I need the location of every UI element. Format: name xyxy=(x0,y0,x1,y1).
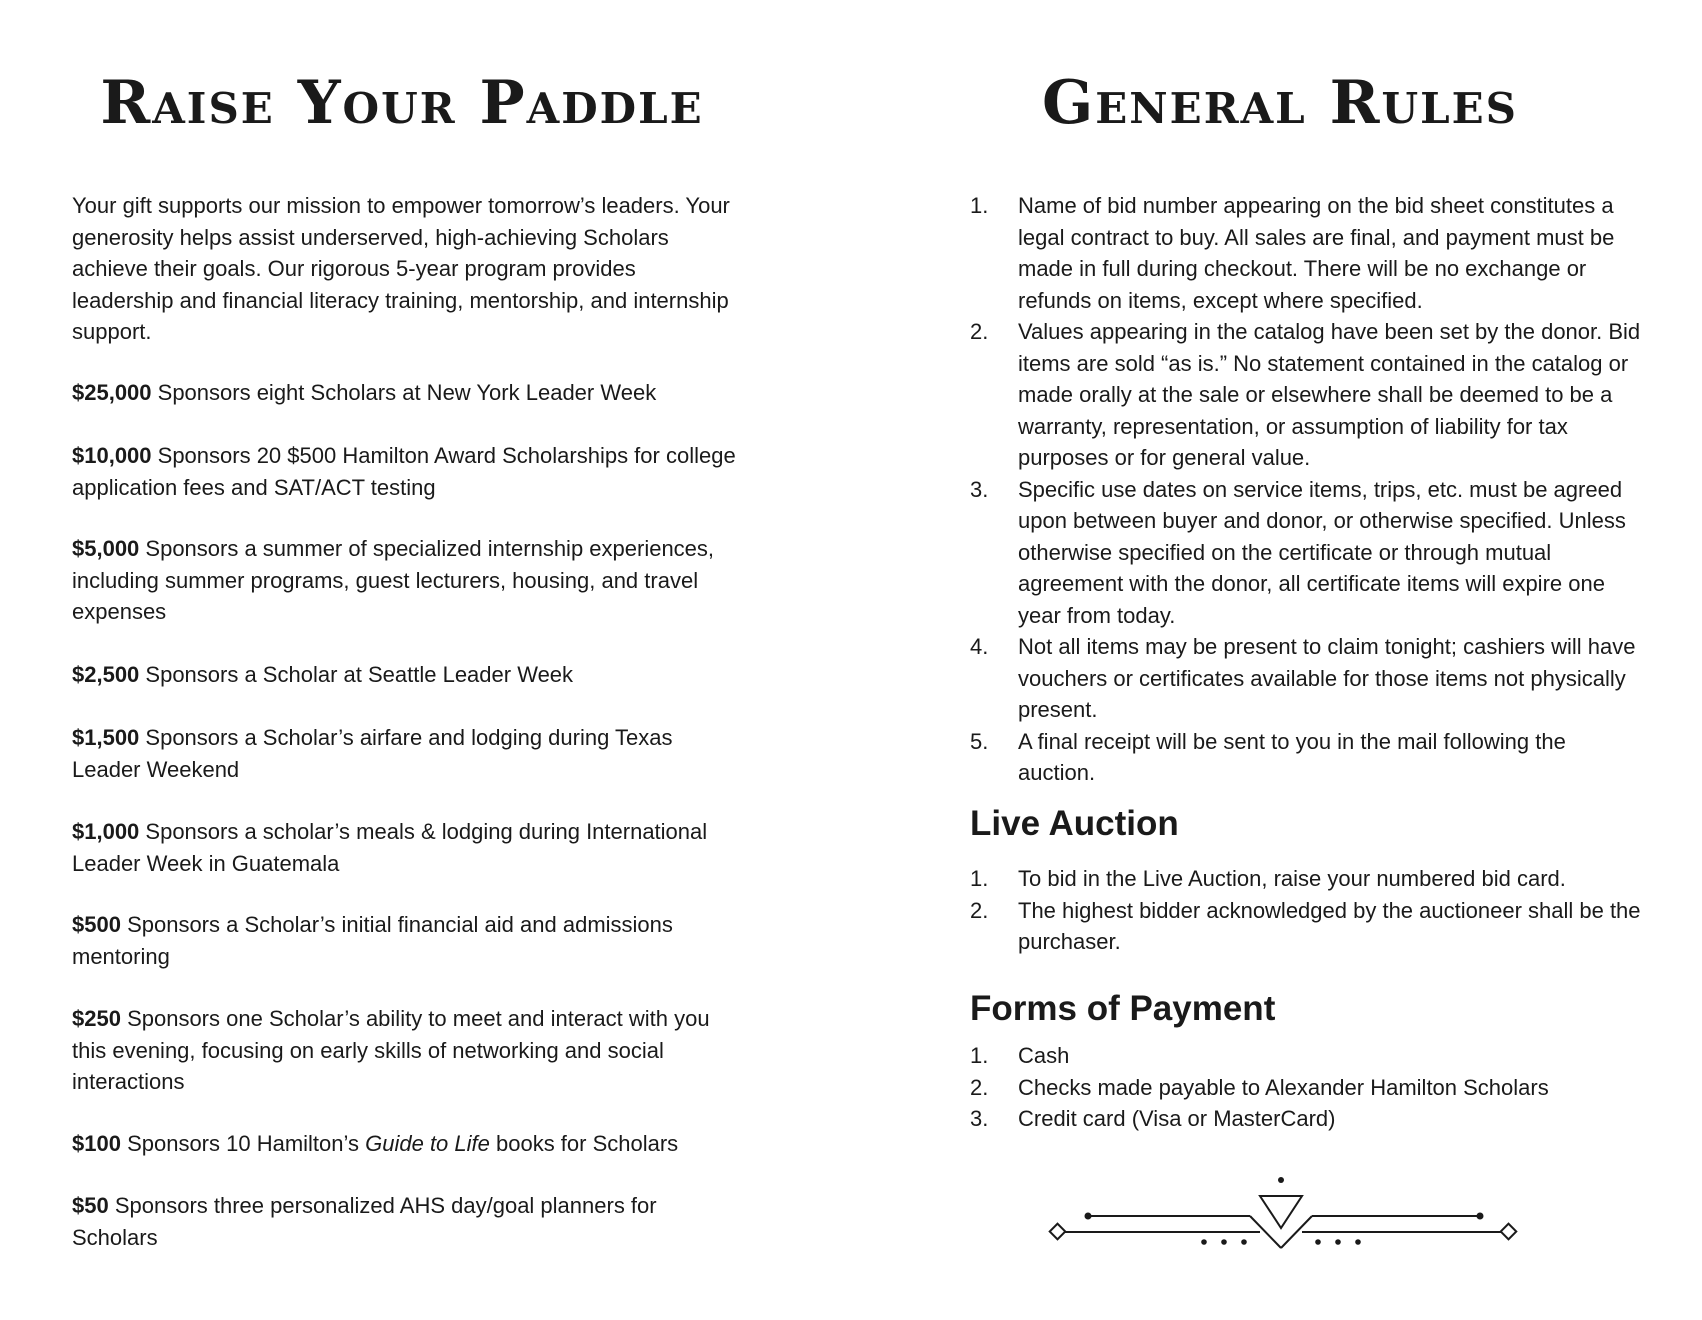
sponsor-level xyxy=(72,440,742,503)
sponsor-amount: $5,000 xyxy=(72,536,140,561)
sponsor-amount: $250 xyxy=(72,1006,121,1031)
sponsor-description: Sponsors a Scholar’s airfare and lodging during Texas Leader Weekend xyxy=(72,725,673,782)
rule-text: Not all items may be present to claim tonight; cashiers will have vouchers or certificates available for those items not physically present. xyxy=(1018,634,1636,722)
general-rules-list xyxy=(970,190,1642,789)
item-number: 2. xyxy=(970,1074,989,1100)
rule-number: 4. xyxy=(970,634,989,659)
sponsor-description: Sponsors 10 Hamilton’s xyxy=(120,1131,366,1156)
sponsor-level xyxy=(72,533,742,628)
sponsor-description: Sponsors eight Scholars at New York Leader Week xyxy=(151,380,657,405)
item-text: To bid in the Live Auction, raise your numbered bid card. xyxy=(1018,866,1566,891)
sponsor-amount: $500 xyxy=(72,912,121,937)
rule-item xyxy=(970,474,1642,632)
sponsor-amount: $50 xyxy=(72,1193,109,1218)
item-text: The highest bidder acknowledged by the auctioneer shall be the purchaser. xyxy=(1018,897,1641,954)
sponsor-amount: $10,000 xyxy=(72,443,152,468)
sponsor-amount: $1,500 xyxy=(72,725,140,750)
sponsor-level xyxy=(72,1128,742,1160)
rule-item xyxy=(970,726,1642,789)
forms-of-payment-heading: Forms of Payment xyxy=(970,989,1276,1028)
art-deco-divider-icon xyxy=(1040,1170,1520,1250)
payment-list xyxy=(970,1040,1642,1135)
sponsor-level xyxy=(72,377,742,409)
rule-number: 1. xyxy=(970,193,989,218)
sponsor-level xyxy=(72,909,742,972)
rule-text: Name of bid number appearing on the bid sheet constitutes a legal contract to buy. All sales are final, and payment must be made in full during checkout. There will be no exchange or refunds on items, except where specified. xyxy=(1018,193,1615,313)
item-number: 3. xyxy=(970,1106,989,1131)
live-auction-list xyxy=(970,863,1642,958)
sponsor-amount: $1,000 xyxy=(72,819,140,844)
item-text: Credit card (Visa or MasterCard) xyxy=(1018,1106,1336,1131)
item-number: 1. xyxy=(970,1043,989,1068)
live-auction-item xyxy=(970,863,1642,895)
sponsor-description: Sponsors a Scholar’s initial financial aid and admissions mentoring xyxy=(72,912,673,969)
sponsor-amount: $2,500 xyxy=(72,662,140,687)
book-title: Guide to Life xyxy=(365,1131,490,1156)
rule-text: Specific use dates on service items, trips, etc. must be agreed upon between buyer and donor, or otherwise specified. Unless otherwise specified on the certificate or through mutual agreement with the donor, all certificate items will expire one year from today. xyxy=(1018,476,1626,628)
sponsor-level xyxy=(72,1003,742,1098)
item-number: 2. xyxy=(970,897,989,923)
sponsor-level xyxy=(72,659,742,691)
sponsor-description: Sponsors a summer of specialized internship experiences, including summer programs, guest lecturers, housing, and travel expenses xyxy=(72,536,715,624)
live-auction-heading: Live Auction xyxy=(970,804,1179,843)
page-title-raise-your-paddle: Raise Your Paddle xyxy=(100,68,704,138)
sponsor-level xyxy=(72,816,742,879)
rule-text: A final receipt will be sent to you in the mail following the auction. xyxy=(1018,728,1566,785)
rule-item xyxy=(970,316,1642,474)
sponsor-description-end: books for Scholars xyxy=(489,1131,679,1156)
sponsor-description: Sponsors a scholar’s meals & lodging during International Leader Week in Guatemala xyxy=(72,819,708,876)
live-auction-item xyxy=(970,895,1642,958)
rule-number: 2. xyxy=(970,319,989,344)
rule-number: 5. xyxy=(970,728,989,754)
rule-text: Values appearing in the catalog have been set by the donor. Bid items are sold “as is.” No statement contained in the catalog or made orally at the sale or elsewhere shall be deemed to be a warranty, representation, or assumption of liability for tax purposes or for general value. xyxy=(1018,319,1641,470)
sponsor-amount: $100 xyxy=(72,1131,121,1156)
item-text: Cash xyxy=(1018,1043,1070,1068)
rule-item xyxy=(970,190,1642,316)
payment-item xyxy=(970,1103,1642,1135)
rule-number: 3. xyxy=(970,476,989,502)
payment-item xyxy=(970,1040,1642,1072)
item-number: 1. xyxy=(970,866,989,891)
sponsor-description: Sponsors a Scholar at Seattle Leader Week xyxy=(139,662,574,687)
sponsor-description: Sponsors three personalized AHS day/goal planners for Scholars xyxy=(72,1193,657,1250)
sponsor-description: Sponsors one Scholar’s ability to meet and interact with you this evening, focusing on early skills of networking and social interactions xyxy=(72,1006,710,1094)
page-title-general-rules: General Rules xyxy=(1042,68,1518,138)
sponsor-description: Sponsors 20 $500 Hamilton Award Scholarships for college application fees and SAT/ACT testing xyxy=(72,443,736,500)
sponsor-amount: $25,000 xyxy=(72,380,152,405)
rule-item xyxy=(970,631,1642,726)
intro-paragraph: Your gift supports our mission to empower tomorrow’s leaders. Your generosity helps assist underserved, high-achieving Scholars achieve their goals. Our rigorous 5-year program provides leadership and financial literacy training, mentorship, and internship support. xyxy=(72,193,730,344)
sponsor-level xyxy=(72,1190,742,1253)
item-text: Checks made payable to Alexander Hamilton Scholars xyxy=(1018,1074,1549,1100)
payment-item xyxy=(970,1072,1642,1104)
sponsor-level xyxy=(72,722,742,785)
